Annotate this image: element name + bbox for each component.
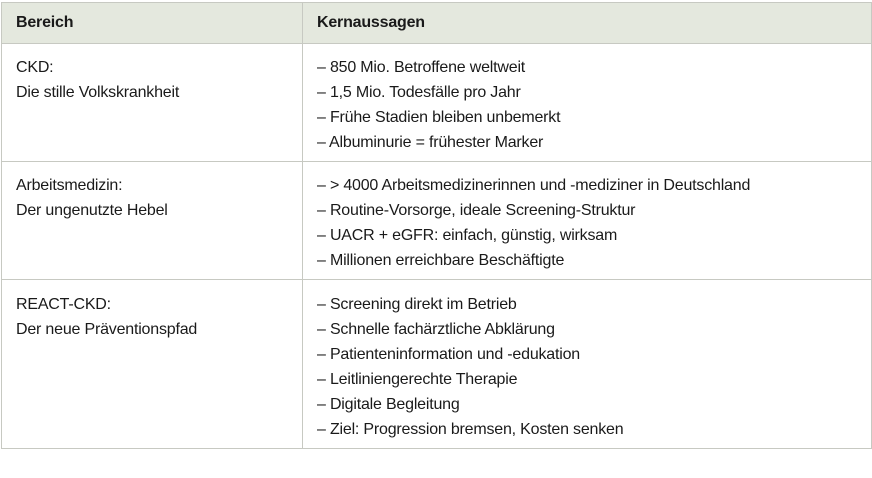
list-item: – Albuminurie = frühester Marker bbox=[317, 134, 544, 151]
area-title: REACT-CKD: bbox=[16, 296, 111, 313]
header-bereich: Bereich bbox=[2, 3, 303, 44]
points-cell bbox=[303, 162, 872, 280]
points-cell bbox=[303, 280, 872, 449]
list-item: – > 4000 Arbeitsmedizinerinnen und -mediziner in Deutschland bbox=[317, 177, 751, 194]
area-title: CKD: bbox=[16, 59, 54, 76]
list-item: – Digitale Begleitung bbox=[317, 396, 460, 413]
points-cell bbox=[303, 44, 872, 162]
list-item: – UACR + eGFR: einfach, günstig, wirksam bbox=[317, 227, 618, 244]
list-item: – Ziel: Progression bremsen, Kosten senken bbox=[317, 421, 624, 438]
summary-table bbox=[1, 2, 872, 449]
table-row bbox=[2, 162, 872, 280]
list-item: – Schnelle fachärztliche Abklärung bbox=[317, 321, 555, 338]
area-cell bbox=[2, 280, 303, 449]
area-cell bbox=[2, 162, 303, 280]
list-item: – Millionen erreichbare Beschäftigte bbox=[317, 252, 565, 269]
summary-table-container bbox=[1, 2, 871, 449]
header-kernaussagen: Kernaussagen bbox=[303, 3, 872, 44]
list-item: – Patienteninformation und -edukation bbox=[317, 346, 581, 363]
list-item: – 1,5 Mio. Todesfälle pro Jahr bbox=[317, 84, 521, 101]
area-title: Arbeitsmedizin: bbox=[16, 177, 123, 194]
list-item: – 850 Mio. Betroffene weltweit bbox=[317, 59, 526, 76]
list-item: – Screening direkt im Betrieb bbox=[317, 296, 517, 313]
table-header-row bbox=[2, 3, 872, 44]
area-subtitle: Der ungenutzte Hebel bbox=[16, 202, 168, 219]
area-subtitle: Der neue Präventionspfad bbox=[16, 321, 198, 338]
area-subtitle: Die stille Volkskrankheit bbox=[16, 84, 180, 101]
list-item: – Routine-Vorsorge, ideale Screening-Struktur bbox=[317, 202, 636, 219]
table-row bbox=[2, 44, 872, 162]
list-item: – Frühe Stadien bleiben unbemerkt bbox=[317, 109, 561, 126]
list-item: – Leitliniengerechte Therapie bbox=[317, 371, 518, 388]
area-cell bbox=[2, 44, 303, 162]
table-row bbox=[2, 280, 872, 449]
